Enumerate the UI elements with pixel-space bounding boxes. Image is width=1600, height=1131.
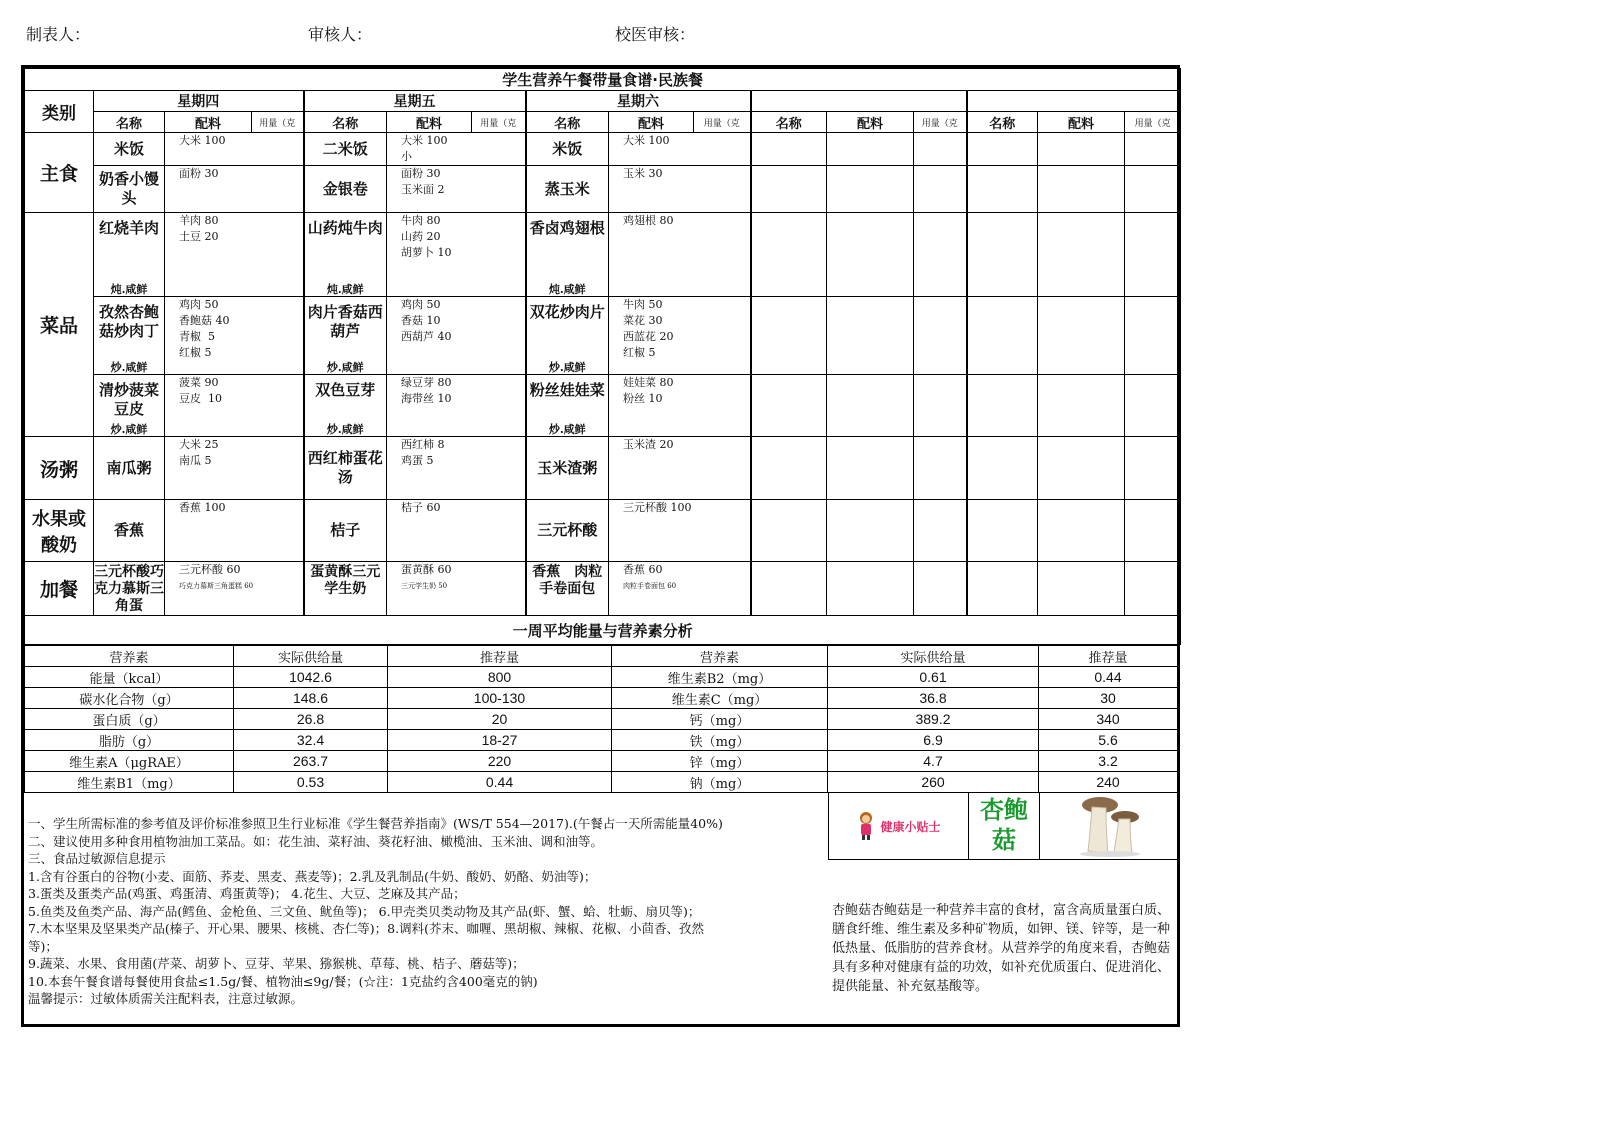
empty-cell (1038, 166, 1125, 213)
ingredient-line: 鸡肉 50 (179, 298, 219, 311)
analysis-row (25, 709, 1178, 730)
analysis-value: 3.2 (1039, 751, 1178, 772)
empty-cell (751, 133, 827, 166)
empty-cell (751, 213, 827, 297)
analysis-value: 240 (1039, 772, 1178, 793)
note-line: 9.蔬菜、水果、食用菌(芹菜、胡萝卜、豆芽、苹果、猕猴桃、草莓、桃、桔子、蘑菇等)； (28, 956, 525, 971)
empty-cell (914, 133, 967, 166)
ingredients-thu (165, 133, 304, 166)
note-line: 3.蛋类及蛋类产品(鸡蛋、鸡蛋清、鸡蛋黄等)； 4.花生、大豆、芝麻及其产品； (28, 886, 466, 901)
dish-name-fri (304, 375, 387, 437)
col-qty-label: 用量（克 (703, 118, 740, 129)
empty-cell (914, 297, 967, 375)
ingredient-line: 西葫芦 40 (401, 330, 452, 343)
ingredient-line: 海带丝 10 (401, 392, 452, 405)
ingredient-line: 青椒 5 (179, 330, 215, 343)
dish-name-text: 孜然杏鲍菇炒肉丁 (98, 303, 159, 340)
empty-cell (967, 213, 1038, 297)
col-qty-header (472, 112, 526, 133)
nutrient-name: 脂肪（g） (25, 730, 234, 751)
col-qty-header (694, 112, 751, 133)
analysis-value: 0.53 (234, 772, 388, 793)
dish-name-thu (94, 213, 165, 297)
ingredient-line: 西红柿 8 (401, 438, 445, 451)
nutrient-name: 维生素B1（mg） (25, 772, 234, 793)
empty-cell (1125, 133, 1181, 166)
empty-cell (827, 213, 914, 297)
ingredient-line: 粉丝 10 (623, 392, 663, 405)
category-fruit: 水果或酸奶 (25, 500, 94, 562)
note-line: 一、学生所需标准的参考值及评价标准参照卫生行业标准《学生餐营养指南》(WS/T 554—2017).(午餐占一天所需能量40%) (28, 816, 723, 831)
cooking-note: 炒.咸鲜 (548, 423, 586, 436)
dish-name-thu (94, 562, 165, 616)
ingredient-line: 羊肉 80 (179, 214, 219, 227)
ingredient-line: 玉米渣 20 (623, 438, 674, 451)
dish-name-text: 清炒菠菜豆皮 (98, 381, 159, 418)
ingredient-line: 玉米 30 (623, 167, 663, 180)
col-ingredient-header: 配料 (387, 112, 472, 133)
ingredient-line: 肉粒手卷面包 60 (623, 582, 677, 590)
cooking-note: 炖.咸鲜 (110, 283, 148, 296)
empty-cell (827, 375, 914, 437)
dish-name-thu (94, 375, 165, 437)
nutrient-name: 维生素C（mg） (612, 688, 828, 709)
empty-cell (914, 166, 967, 213)
empty-cell (751, 375, 827, 437)
ingredients-sat (609, 500, 751, 562)
empty-cell (1038, 133, 1125, 166)
cooking-note: 炖.咸鲜 (326, 283, 364, 296)
note-line: 10.本套午餐食谱每餐使用食盐≤1.5g/餐、植物油≤9g/餐；(☆注：1克盐约含400毫克的钠) (28, 973, 538, 989)
col-qty-label: 用量（克 (259, 118, 296, 129)
ingredients-thu (165, 213, 304, 297)
empty-cell (1038, 375, 1125, 437)
dish-name-sat (526, 213, 609, 297)
analysis-header: 推荐量 (1039, 646, 1178, 667)
analysis-value: 18-27 (388, 730, 612, 751)
dish-name-sat (526, 166, 609, 213)
analysis-value: 0.44 (1039, 667, 1178, 688)
category-snack: 加餐 (25, 562, 94, 616)
dish-name-text: 金银卷 (322, 179, 368, 198)
analysis-value: 5.6 (1039, 730, 1178, 751)
dish-name-text: 桔子 (330, 521, 361, 539)
analysis-value: 30 (1039, 688, 1178, 709)
dish-name-thu (94, 500, 165, 562)
nutrient-name: 维生素A（μgRAE） (25, 751, 234, 772)
ingredient-line: 小 (401, 150, 412, 163)
analysis-header: 营养素 (612, 646, 828, 667)
analysis-header: 营养素 (25, 646, 234, 667)
analysis-value: 263.7 (234, 751, 388, 772)
product-description: 杏鲍菇杏鲍菇是一种营养丰富的食材，富含高质量蛋白质、膳食纤维、维生素及多种矿物质，如钾、镁、锌等，是一种低热量、低脂肪的营养食材。从营养学的角度来看，杏鲍菇具有多种对健康有益的功效，如补充优质蛋白、促进消化、提供能量、补充氨基酸等。 (832, 903, 1171, 994)
dish-name-sat (526, 500, 609, 562)
col-ingredient-header: 配料 (609, 112, 694, 133)
ingredients-thu (165, 375, 304, 437)
dish-name-text: 南瓜粥 (106, 458, 152, 477)
dish-name-text: 山药炖牛肉 (307, 219, 383, 237)
ingredient-line: 香蕉 100 (179, 501, 226, 514)
dish-name-text: 三元杯酸巧克力慕斯三角蛋 (94, 564, 164, 614)
cooking-note: 炒.咸鲜 (548, 361, 586, 374)
col-qty-header (252, 112, 304, 133)
ingredient-line: 牛肉 80 (401, 214, 441, 227)
ingredient-line: 菠菜 90 (179, 376, 219, 389)
dish-name-thu (94, 133, 165, 166)
reviewer-label: 审核人： (308, 25, 373, 44)
empty-cell (827, 562, 914, 616)
empty-cell (751, 500, 827, 562)
col-name-header: 名称 (94, 112, 165, 133)
col-ingredient-header: 配料 (827, 112, 914, 133)
ingredient-line: 西蓝花 20 (623, 330, 674, 343)
dish-name-sat (526, 133, 609, 166)
empty-cell (827, 500, 914, 562)
ingredient-line: 绿豆芽 80 (401, 376, 452, 389)
ingredients-sat (609, 562, 751, 616)
category-dishes: 菜品 (25, 213, 94, 437)
dish-name-fri (304, 562, 387, 616)
ingredients-thu (165, 500, 304, 562)
analysis-title: 一周平均能量与营养素分析 (25, 616, 1181, 645)
analysis-header: 推荐量 (388, 646, 612, 667)
col-ingredient-header: 配料 (1038, 112, 1125, 133)
analysis-value: 340 (1039, 709, 1178, 730)
col-qty-label: 用量（克 (921, 118, 958, 129)
ingredient-line: 鸡翅根 80 (623, 214, 674, 227)
dish-name-thu (94, 297, 165, 375)
dish-name-text: 奶香小馒头 (98, 170, 159, 207)
ingredients-sat (609, 297, 751, 375)
empty-cell (914, 213, 967, 297)
empty-cell (751, 297, 827, 375)
analysis-value: 0.61 (828, 667, 1039, 688)
note-line: 等)； (28, 938, 58, 954)
empty-cell (967, 297, 1038, 375)
ingredient-line: 娃娃菜 80 (623, 376, 674, 389)
analysis-value: 800 (388, 667, 612, 688)
dish-name-text: 红烧羊肉 (98, 219, 159, 237)
ingredients-fri (387, 562, 526, 616)
empty-cell (827, 437, 914, 500)
dish-name-sat (526, 437, 609, 500)
dish-name-fri (304, 500, 387, 562)
dish-name-text: 西红柿蛋花汤 (307, 449, 383, 486)
ingredient-line: 红椒 5 (623, 346, 656, 359)
nutrient-name: 钠（mg） (612, 772, 828, 793)
cooking-note: 炒.咸鲜 (326, 361, 364, 374)
day-header-thu: 星期四 (94, 91, 304, 112)
dish-name-text: 蒸玉米 (544, 179, 590, 198)
analysis-header: 实际供给量 (828, 646, 1039, 667)
empty-cell (751, 166, 827, 213)
dish-name-sat (526, 562, 609, 616)
note-line: 1.含有谷蛋白的谷物(小麦、面筋、荞麦、黑麦、燕麦等)；2.乳及乳制品(牛奶、酸奶、奶酪、奶油等)； (28, 868, 597, 884)
menu-title: 学生营养午餐带量食谱·民族餐 (25, 69, 1181, 91)
empty-cell (1125, 213, 1181, 297)
ingredient-line: 菜花 30 (623, 314, 663, 327)
nutrient-name: 维生素B2（mg） (612, 667, 828, 688)
note-line: 5.鱼类及鱼类产品、海产品(鳕鱼、金枪鱼、三文鱼、鱿鱼等)； 6.甲壳类贝类动物及其产品(虾、蟹、蛤、牡蛎、扇贝等)； (28, 903, 701, 919)
dish-name-text: 香蕉 肉粒手卷面包 (532, 564, 603, 597)
analysis-value: 20 (388, 709, 612, 730)
ingredient-line: 红椒 5 (179, 346, 212, 359)
col-qty-label: 用量（克 (480, 118, 517, 129)
empty-cell (967, 133, 1038, 166)
dish-name-text: 香卤鸡翅根 (529, 219, 605, 237)
empty-cell (967, 500, 1038, 562)
analysis-value: 389.2 (828, 709, 1039, 730)
note-line: 温馨提示：过敏体质需关注配料表，注意过敏源。 (28, 991, 304, 1006)
day-header-5 (967, 91, 1181, 112)
dish-name-text: 肉片香菇西葫芦 (307, 303, 383, 340)
dish-name-text: 蛋黄酥三元学生奶 (310, 564, 381, 597)
day-header-4 (751, 91, 967, 112)
ingredient-line: 三元杯酸 60 (179, 563, 241, 576)
empty-cell (1125, 500, 1181, 562)
cooking-note: 炒.咸鲜 (110, 423, 148, 436)
dish-name-text: 米饭 (552, 139, 583, 158)
nutrient-name: 锌（mg） (612, 751, 828, 772)
ingredient-line: 大米 100 (179, 134, 226, 147)
ingredients-thu (165, 297, 304, 375)
analysis-value: 32.4 (234, 730, 388, 751)
empty-cell (1038, 297, 1125, 375)
cooking-note: 炒.咸鲜 (110, 361, 148, 374)
dish-name-text: 三元杯酸 (537, 521, 598, 539)
analysis-row (25, 751, 1178, 772)
col-name-header: 名称 (967, 112, 1038, 133)
ingredients-sat (609, 213, 751, 297)
dish-name-text: 双色豆芽 (315, 381, 376, 399)
menu-sheet (21, 65, 1180, 1027)
ingredient-line: 三元杯酸 100 (623, 501, 692, 514)
ingredient-line: 南瓜 5 (179, 454, 212, 467)
col-name-header: 名称 (751, 112, 827, 133)
ingredient-line: 土豆 20 (179, 230, 219, 243)
dish-name-fri (304, 213, 387, 297)
dish-name-text: 粉丝娃娃菜 (529, 381, 605, 399)
ingredient-line: 三元学生奶 50 (401, 582, 448, 590)
dish-name-text: 米饭 (113, 139, 144, 158)
empty-cell (914, 562, 967, 616)
dish-name-fri (304, 297, 387, 375)
ingredients-fri (387, 133, 526, 166)
empty-cell (1125, 297, 1181, 375)
col-qty-header (914, 112, 967, 133)
ingredient-line: 山药 20 (401, 230, 441, 243)
nutrition-table (24, 645, 1178, 793)
nutrient-name: 铁（mg） (612, 730, 828, 751)
analysis-value: 1042.6 (234, 667, 388, 688)
category-staple: 主食 (25, 133, 94, 213)
analysis-row (25, 667, 1178, 688)
notes-section (24, 815, 814, 1008)
analysis-value: 220 (388, 751, 612, 772)
note-line: 7.木本坚果及坚果类产品(榛子、开心果、腰果、核桃、杏仁等)；8.调料(芥末、咖喱、黑胡椒、辣椒、花椒、小茴香、孜然 (28, 921, 704, 936)
ingredient-line: 香菇 10 (401, 314, 441, 327)
analysis-value: 100-130 (388, 688, 612, 709)
note-line: 三、食品过敏源信息提示 (28, 851, 166, 866)
ingredient-line: 牛肉 50 (623, 298, 663, 311)
nutrient-name: 蛋白质（g） (25, 709, 234, 730)
ingredients-fri (387, 297, 526, 375)
day-header-fri: 星期五 (304, 91, 526, 112)
ingredients-fri (387, 375, 526, 437)
ingredients-thu (165, 562, 304, 616)
analysis-header: 实际供给量 (234, 646, 388, 667)
ingredients-fri (387, 437, 526, 500)
ingredient-line: 鸡蛋 5 (401, 454, 434, 467)
note-line: 二、建议使用多种食用植物油加工菜品。如：花生油、菜籽油、葵花籽油、橄榄油、玉米油、调和油等。 (28, 833, 604, 849)
doctor-label: 校医审核： (615, 25, 696, 44)
ingredient-line: 香鲍菇 40 (179, 314, 230, 327)
dish-name-fri (304, 437, 387, 500)
analysis-value: 36.8 (828, 688, 1039, 709)
empty-cell (914, 375, 967, 437)
empty-cell (967, 375, 1038, 437)
menu-table (24, 68, 1181, 645)
girl-icon (856, 811, 876, 841)
col-qty-label: 用量（克 (1134, 118, 1171, 129)
ingredient-line: 面粉 30 (401, 167, 441, 180)
empty-cell (967, 437, 1038, 500)
dish-name-fri (304, 133, 387, 166)
ingredient-line: 巧克力慕斯三角蛋糕 60 (179, 582, 254, 590)
analysis-row (25, 688, 1178, 709)
maker-label: 制表人： (26, 25, 91, 44)
ingredient-line: 大米 100 (401, 134, 448, 147)
ingredient-line: 胡萝卜 10 (401, 246, 452, 259)
empty-cell (1125, 437, 1181, 500)
empty-cell (1038, 500, 1125, 562)
col-name-header: 名称 (304, 112, 387, 133)
analysis-value: 4.7 (828, 751, 1039, 772)
empty-cell (751, 437, 827, 500)
ingredient-line: 大米 100 (623, 134, 670, 147)
empty-cell (827, 133, 914, 166)
ingredients-fri (387, 166, 526, 213)
empty-cell (827, 297, 914, 375)
empty-cell (1038, 437, 1125, 500)
health-tip-logo (829, 793, 969, 859)
analysis-row (25, 730, 1178, 751)
ingredients-thu (165, 166, 304, 213)
ingredients-fri (387, 500, 526, 562)
cooking-note: 炒.咸鲜 (326, 423, 364, 436)
empty-cell (1125, 375, 1181, 437)
empty-cell (914, 437, 967, 500)
nutrient-name: 钙（mg） (612, 709, 828, 730)
empty-cell (967, 562, 1038, 616)
day-header-sat: 星期六 (526, 91, 751, 112)
analysis-value: 26.8 (234, 709, 388, 730)
nutrient-name: 能量（kcal） (25, 667, 234, 688)
empty-cell (1125, 166, 1181, 213)
tip-box (828, 793, 1180, 860)
dish-name-fri (304, 166, 387, 213)
ingredient-line: 桔子 60 (401, 501, 441, 514)
col-qty-header (1125, 112, 1181, 133)
empty-cell (827, 166, 914, 213)
nutrient-name: 碳水化合物（g） (25, 688, 234, 709)
ingredients-fri (387, 213, 526, 297)
ingredient-line: 面粉 30 (179, 167, 219, 180)
empty-cell (914, 500, 967, 562)
ingredients-sat (609, 437, 751, 500)
category-soup: 汤粥 (25, 437, 94, 500)
empty-cell (967, 166, 1038, 213)
ingredient-line: 鸡肉 50 (401, 298, 441, 311)
dish-name-text: 香蕉 (113, 521, 144, 539)
dish-name-thu (94, 437, 165, 500)
analysis-row (25, 772, 1178, 793)
analysis-value: 260 (828, 772, 1039, 793)
dish-name-thu (94, 166, 165, 213)
cooking-note: 炖.咸鲜 (548, 283, 586, 296)
ingredient-line: 豆皮 10 (179, 392, 222, 405)
ingredient-line: 蛋黄酥 60 (401, 563, 452, 576)
col-name-header: 名称 (526, 112, 609, 133)
ingredients-sat (609, 375, 751, 437)
analysis-value: 6.9 (828, 730, 1039, 751)
dish-name-sat (526, 375, 609, 437)
category-header: 类别 (25, 91, 94, 133)
ingredients-sat (609, 166, 751, 213)
king-oyster-mushroom-icon (1040, 793, 1179, 859)
product-name: 杏鲍菇 (969, 793, 1040, 859)
dish-name-sat (526, 297, 609, 375)
empty-cell (1125, 562, 1181, 616)
empty-cell (1038, 213, 1125, 297)
col-ingredient-header: 配料 (165, 112, 252, 133)
health-tip-logo-text: 健康小贴士 (880, 819, 941, 834)
empty-cell (1038, 562, 1125, 616)
ingredients-sat (609, 133, 751, 166)
analysis-value: 0.44 (388, 772, 612, 793)
dish-name-text: 玉米渣粥 (537, 458, 598, 477)
analysis-value: 148.6 (234, 688, 388, 709)
ingredient-line: 大米 25 (179, 438, 219, 451)
ingredients-thu (165, 437, 304, 500)
ingredient-line: 香蕉 60 (623, 563, 663, 576)
empty-cell (751, 562, 827, 616)
dish-name-text: 双花炒肉片 (529, 303, 605, 321)
ingredient-line: 玉米面 2 (401, 183, 445, 196)
dish-name-text: 二米饭 (322, 139, 368, 158)
